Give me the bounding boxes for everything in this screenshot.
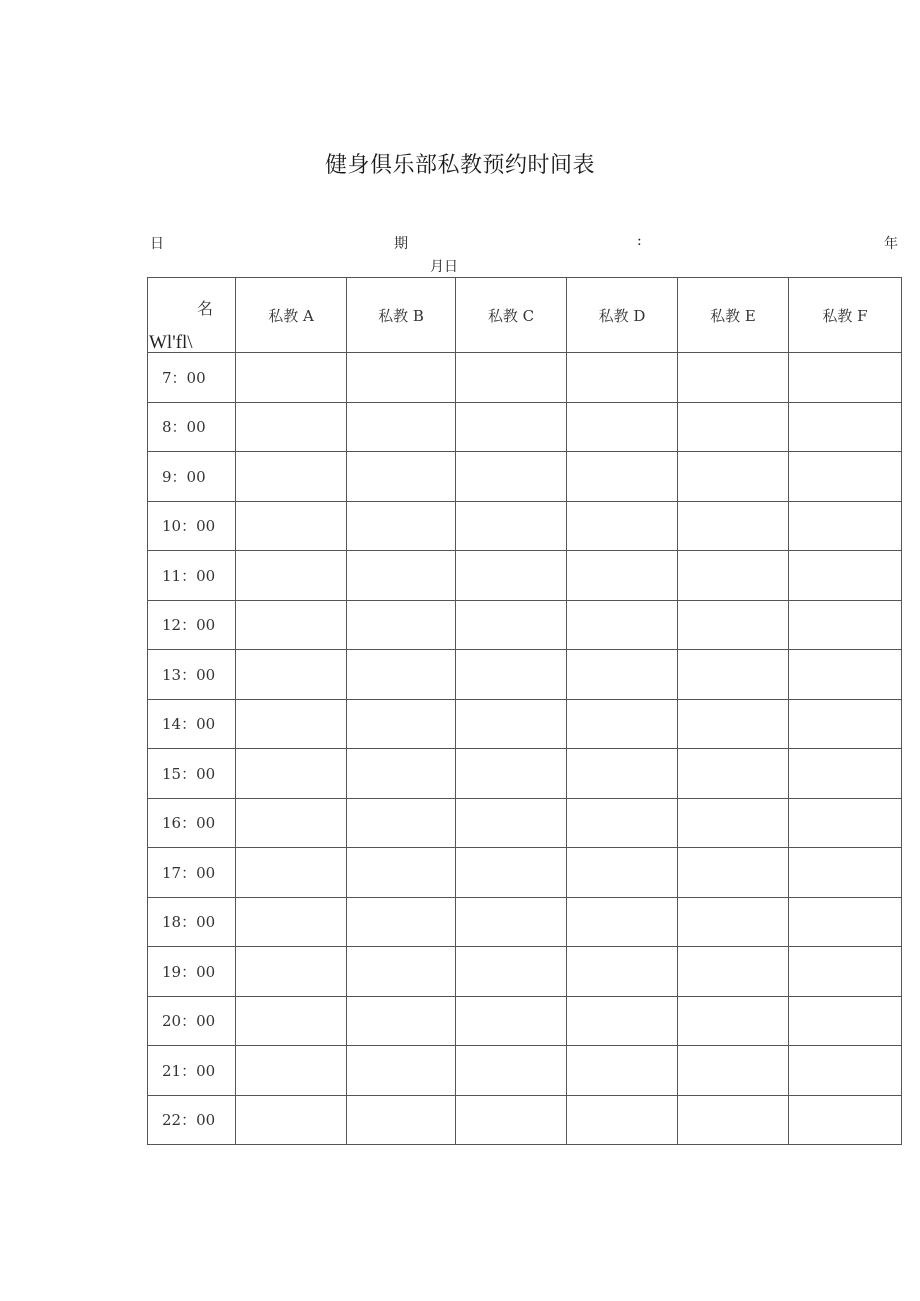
booking-slot-cell[interactable]	[567, 501, 678, 551]
booking-slot-cell[interactable]	[456, 600, 567, 650]
booking-slot-cell[interactable]	[347, 947, 456, 997]
booking-slot-cell[interactable]	[347, 1095, 456, 1145]
table-row	[148, 947, 902, 997]
booking-slot-cell[interactable]	[347, 996, 456, 1046]
booking-slot-cell[interactable]	[456, 749, 567, 799]
table-row	[148, 1095, 902, 1145]
schedule-table	[147, 277, 902, 1145]
booking-slot-cell[interactable]	[347, 897, 456, 947]
time-label: 15：00	[148, 749, 236, 799]
table-row	[148, 699, 902, 749]
booking-slot-cell[interactable]	[456, 353, 567, 403]
time-label: 16：00	[148, 798, 236, 848]
booking-slot-cell[interactable]	[678, 947, 789, 997]
booking-slot-cell[interactable]	[789, 947, 902, 997]
table-row	[148, 996, 902, 1046]
trainer-header-f: 私教 F	[789, 278, 902, 353]
booking-slot-cell[interactable]	[236, 798, 347, 848]
trainer-header-d: 私教 D	[567, 278, 678, 353]
date-label-colon: :	[637, 233, 642, 249]
booking-slot-cell[interactable]	[789, 798, 902, 848]
booking-slot-cell[interactable]	[456, 1046, 567, 1096]
table-row	[148, 848, 902, 898]
time-label: 18：00	[148, 897, 236, 947]
date-label-ri: 日	[150, 236, 164, 252]
table-row	[148, 402, 902, 452]
time-label: 13：00	[148, 650, 236, 700]
booking-slot-cell[interactable]	[567, 600, 678, 650]
booking-slot-cell[interactable]	[456, 947, 567, 997]
booking-slot-cell[interactable]	[347, 650, 456, 700]
page-title: 健身俱乐部私教预约时间表	[324, 153, 595, 178]
time-label: 9：00	[148, 452, 236, 502]
table-row	[148, 1046, 902, 1096]
booking-slot-cell[interactable]	[567, 1095, 678, 1145]
time-label: 7：00	[148, 353, 236, 403]
booking-slot-cell[interactable]	[678, 353, 789, 403]
time-label: 19：00	[148, 947, 236, 997]
booking-slot-cell[interactable]	[347, 600, 456, 650]
booking-slot-cell[interactable]	[347, 501, 456, 551]
booking-slot-cell[interactable]	[236, 699, 347, 749]
table-row	[148, 452, 902, 502]
booking-slot-cell[interactable]	[236, 353, 347, 403]
booking-slot-cell[interactable]	[678, 1095, 789, 1145]
booking-slot-cell[interactable]	[567, 996, 678, 1046]
booking-slot-cell[interactable]	[789, 452, 902, 502]
trainer-header-b: 私教 B	[347, 278, 456, 353]
booking-slot-cell[interactable]	[236, 402, 347, 452]
booking-slot-cell[interactable]	[456, 551, 567, 601]
booking-slot-cell[interactable]	[789, 848, 902, 898]
booking-slot-cell[interactable]	[567, 798, 678, 848]
booking-slot-cell[interactable]	[789, 749, 902, 799]
booking-slot-cell[interactable]	[678, 996, 789, 1046]
booking-slot-cell[interactable]	[567, 551, 678, 601]
booking-slot-cell[interactable]	[236, 749, 347, 799]
booking-slot-cell[interactable]	[347, 749, 456, 799]
booking-slot-cell[interactable]	[347, 699, 456, 749]
corner-top-label: 名	[196, 299, 213, 318]
booking-slot-cell[interactable]	[678, 402, 789, 452]
booking-slot-cell[interactable]	[236, 996, 347, 1046]
table-row	[148, 353, 902, 403]
booking-slot-cell[interactable]	[567, 402, 678, 452]
corner-bottom-label: Wl'fl\	[149, 332, 193, 353]
trainer-header-c: 私教 C	[456, 278, 567, 353]
booking-slot-cell[interactable]	[236, 600, 347, 650]
booking-slot-cell[interactable]	[789, 996, 902, 1046]
booking-slot-cell[interactable]	[456, 501, 567, 551]
booking-slot-cell[interactable]	[789, 353, 902, 403]
booking-slot-cell[interactable]	[678, 798, 789, 848]
date-label-qi: 期	[394, 236, 408, 252]
booking-slot-cell[interactable]	[678, 897, 789, 947]
booking-slot-cell[interactable]	[347, 848, 456, 898]
booking-slot-cell[interactable]	[567, 749, 678, 799]
trainer-header-e: 私教 E	[678, 278, 789, 353]
schedule-body	[148, 353, 902, 1145]
booking-slot-cell[interactable]	[236, 897, 347, 947]
booking-slot-cell[interactable]	[678, 600, 789, 650]
booking-slot-cell[interactable]	[678, 452, 789, 502]
booking-slot-cell[interactable]	[567, 1046, 678, 1096]
booking-slot-cell[interactable]	[456, 1095, 567, 1145]
booking-slot-cell[interactable]	[347, 551, 456, 601]
booking-slot-cell[interactable]	[789, 650, 902, 700]
booking-slot-cell[interactable]	[456, 996, 567, 1046]
booking-slot-cell[interactable]	[456, 848, 567, 898]
booking-slot-cell[interactable]	[236, 947, 347, 997]
booking-slot-cell[interactable]	[456, 699, 567, 749]
booking-slot-cell[interactable]	[567, 947, 678, 997]
booking-slot-cell[interactable]	[456, 402, 567, 452]
table-row	[148, 501, 902, 551]
booking-slot-cell[interactable]	[567, 650, 678, 700]
booking-slot-cell[interactable]	[567, 353, 678, 403]
booking-slot-cell[interactable]	[236, 848, 347, 898]
booking-slot-cell[interactable]	[678, 848, 789, 898]
booking-slot-cell[interactable]	[347, 452, 456, 502]
corner-header-cell	[148, 278, 236, 353]
booking-slot-cell[interactable]	[567, 897, 678, 947]
header-row	[148, 278, 902, 353]
booking-slot-cell[interactable]	[236, 1095, 347, 1145]
time-label: 14：00	[148, 699, 236, 749]
booking-slot-cell[interactable]	[456, 452, 567, 502]
booking-slot-cell[interactable]	[347, 798, 456, 848]
booking-slot-cell[interactable]	[789, 402, 902, 452]
booking-slot-cell[interactable]	[456, 650, 567, 700]
date-label-month-day: 月日	[430, 259, 458, 275]
booking-slot-cell[interactable]	[236, 1046, 347, 1096]
booking-slot-cell[interactable]	[347, 353, 456, 403]
booking-slot-cell[interactable]	[789, 699, 902, 749]
booking-slot-cell[interactable]	[789, 1095, 902, 1145]
booking-slot-cell[interactable]	[567, 452, 678, 502]
booking-slot-cell[interactable]	[678, 1046, 789, 1096]
booking-slot-cell[interactable]	[236, 650, 347, 700]
table-row	[148, 897, 902, 947]
booking-slot-cell[interactable]	[567, 848, 678, 898]
booking-slot-cell[interactable]	[236, 501, 347, 551]
booking-slot-cell[interactable]	[789, 501, 902, 551]
booking-slot-cell[interactable]	[789, 1046, 902, 1096]
booking-slot-cell[interactable]	[678, 551, 789, 601]
booking-slot-cell[interactable]	[456, 798, 567, 848]
time-label: 8：00	[148, 402, 236, 452]
booking-slot-cell[interactable]	[236, 551, 347, 601]
time-label: 10：00	[148, 501, 236, 551]
table-row	[148, 749, 902, 799]
date-label-year: 年	[884, 236, 898, 252]
time-label: 21：00	[148, 1046, 236, 1096]
booking-slot-cell[interactable]	[678, 501, 789, 551]
booking-slot-cell[interactable]	[236, 452, 347, 502]
booking-slot-cell[interactable]	[567, 699, 678, 749]
booking-slot-cell[interactable]	[789, 600, 902, 650]
booking-slot-cell[interactable]	[789, 897, 902, 947]
booking-slot-cell[interactable]	[678, 749, 789, 799]
time-label: 22：00	[148, 1095, 236, 1145]
table-row	[148, 798, 902, 848]
trainer-header-a: 私教 A	[236, 278, 347, 353]
table-row	[148, 551, 902, 601]
booking-slot-cell[interactable]	[678, 650, 789, 700]
time-label: 20：00	[148, 996, 236, 1046]
booking-slot-cell[interactable]	[678, 699, 789, 749]
time-label: 12：00	[148, 600, 236, 650]
booking-slot-cell[interactable]	[347, 402, 456, 452]
time-label: 11：00	[148, 551, 236, 601]
time-label: 17：00	[148, 848, 236, 898]
table-row	[148, 600, 902, 650]
booking-slot-cell[interactable]	[347, 1046, 456, 1096]
table-row	[148, 650, 902, 700]
booking-slot-cell[interactable]	[789, 551, 902, 601]
booking-slot-cell[interactable]	[456, 897, 567, 947]
